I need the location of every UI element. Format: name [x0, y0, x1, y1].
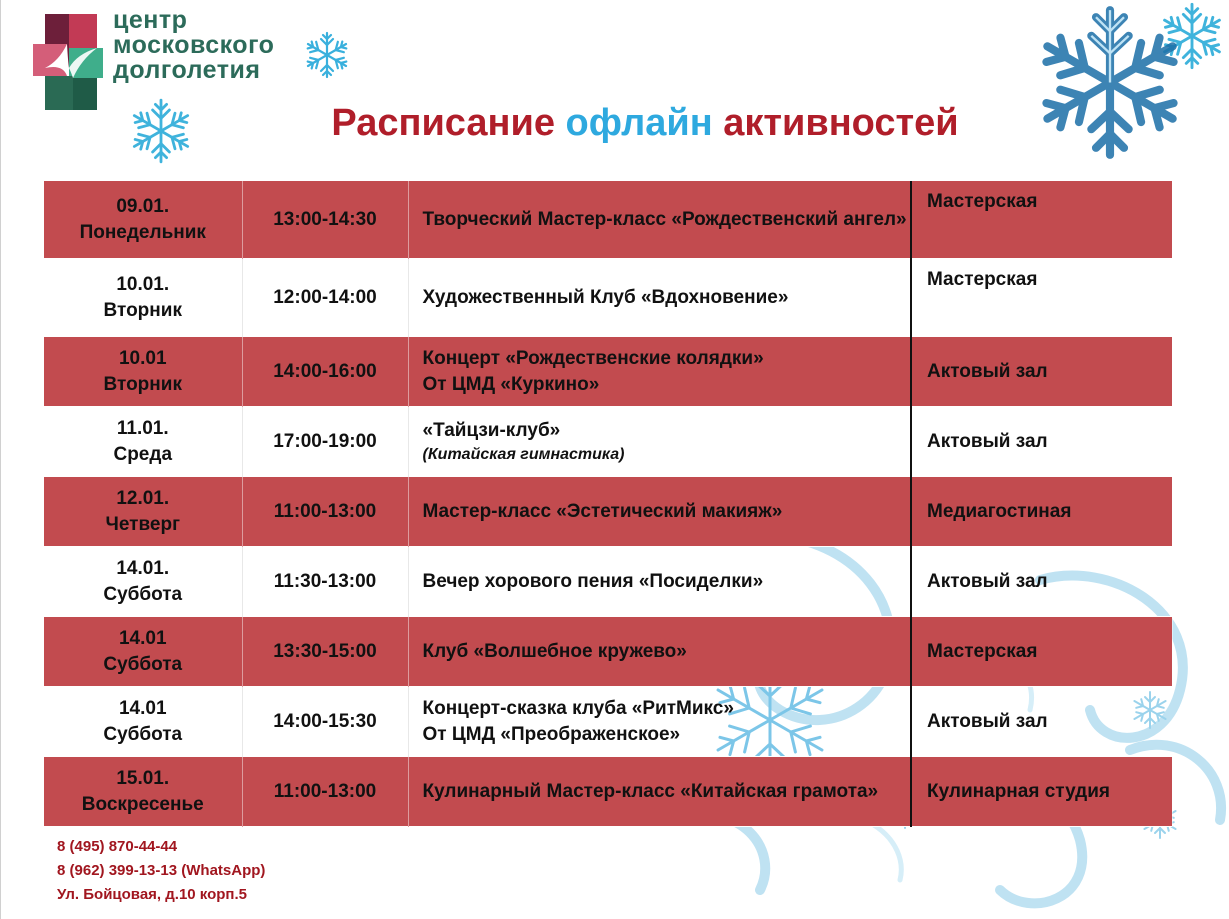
weekday: Суббота [103, 723, 183, 745]
date: 11.01. [116, 417, 169, 439]
weekday: Вторник [103, 299, 182, 321]
date: 14.01. [116, 557, 170, 579]
contacts-block [57, 835, 265, 907]
time-cell: 12:00-14:00 [242, 259, 408, 337]
place-cell: Мастерская [911, 259, 1172, 337]
table-row [44, 687, 1172, 757]
event-cell [408, 407, 911, 477]
weekday: Суббота [103, 653, 183, 675]
event-cell: Кулинарный Мастер-класс «Китайская грамота» [408, 757, 911, 827]
time-cell: 17:00-19:00 [242, 407, 408, 477]
date-cell [44, 547, 242, 617]
whatsapp-number: 8 (962) 399-13-13 (WhatsApp) [57, 862, 266, 879]
event-title: Концерт «Рождественские колядки» [422, 347, 764, 369]
snowflake-icon [302, 30, 352, 80]
time-cell: 11:30-13:00 [242, 547, 408, 617]
time-cell: 13:30-15:00 [242, 617, 408, 687]
place-cell: Актовый зал [911, 547, 1172, 617]
date-cell [44, 259, 242, 337]
weekday: Воскресенье [81, 793, 204, 815]
time-cell: 11:00-13:00 [242, 477, 408, 547]
event-cell: Мастер-класс «Эстетический макияж» [408, 477, 911, 547]
table-row [44, 757, 1172, 827]
brand-name [113, 8, 274, 83]
date-cell [44, 181, 242, 259]
place-cell: Актовый зал [911, 407, 1172, 477]
event-cell: Художественный Клуб «Вдохновение» [408, 259, 911, 337]
place-cell: Мастерская [911, 617, 1172, 687]
date: 12.01. [116, 487, 170, 509]
event-cell: Творческий Мастер-класс «Рождественский ангел» [408, 181, 911, 259]
table-row [44, 617, 1172, 687]
event-organizer: От ЦМД «Преображенское» [422, 723, 681, 745]
table-row [44, 407, 1172, 477]
table-row [44, 477, 1172, 547]
event-cell [408, 687, 911, 757]
title-part-1: Расписание [331, 102, 555, 144]
event-cell [408, 337, 911, 407]
address: Ул. Бойцовая, д.10 корп.5 [57, 886, 247, 903]
date-cell [44, 617, 242, 687]
date-cell [44, 407, 242, 477]
time-cell: 11:00-13:00 [242, 757, 408, 827]
date-cell [44, 477, 242, 547]
place-cell: Актовый зал [911, 687, 1172, 757]
date: 14.01 [118, 697, 167, 719]
schedule-table [44, 181, 1173, 827]
table-row [44, 547, 1172, 617]
place-cell: Медиагостиная [911, 477, 1172, 547]
event-organizer: От ЦМД «Куркино» [422, 373, 600, 395]
table-row [44, 337, 1172, 407]
date: 10.01. [116, 273, 170, 295]
brand-line-2: московского [113, 31, 275, 59]
event-note: (Китайская гимнастика) [422, 445, 625, 463]
date-cell [44, 757, 242, 827]
weekday: Понедельник [79, 221, 206, 243]
time-cell: 13:00-14:30 [242, 181, 408, 259]
time-cell: 14:00-16:00 [242, 337, 408, 407]
weekday: Четверг [105, 513, 180, 535]
date-cell [44, 687, 242, 757]
place-cell: Мастерская [911, 181, 1172, 259]
date: 10.01 [118, 347, 167, 369]
place-cell: Кулинарная студия [911, 757, 1172, 827]
table-row [44, 181, 1172, 259]
weekday: Среда [113, 443, 173, 465]
date-cell [44, 337, 242, 407]
brand-line-1: центр [113, 6, 188, 34]
event-title: Концерт-сказка клуба «РитМикс» [422, 697, 734, 719]
place-cell: Актовый зал [911, 337, 1172, 407]
weekday: Суббота [103, 583, 183, 605]
date: 15.01. [116, 767, 170, 789]
event-cell: Клуб «Волшебное кружево» [408, 617, 911, 687]
phone-number: 8 (495) 870-44-44 [57, 838, 178, 855]
page-title [0, 100, 1229, 146]
table-row [44, 259, 1172, 337]
date: 14.01 [118, 627, 167, 649]
event-cell: Вечер хорового пения «Посиделки» [408, 547, 911, 617]
date: 09.01. [116, 195, 170, 217]
title-part-2: офлайн [565, 102, 713, 144]
time-cell: 14:00-15:30 [242, 687, 408, 757]
logo-icon [33, 14, 103, 110]
title-part-3: активностей [723, 102, 959, 144]
brand-line-3: долголетия [113, 56, 261, 84]
event-title: «Тайцзи-клуб» [422, 419, 561, 441]
weekday: Вторник [103, 373, 182, 395]
